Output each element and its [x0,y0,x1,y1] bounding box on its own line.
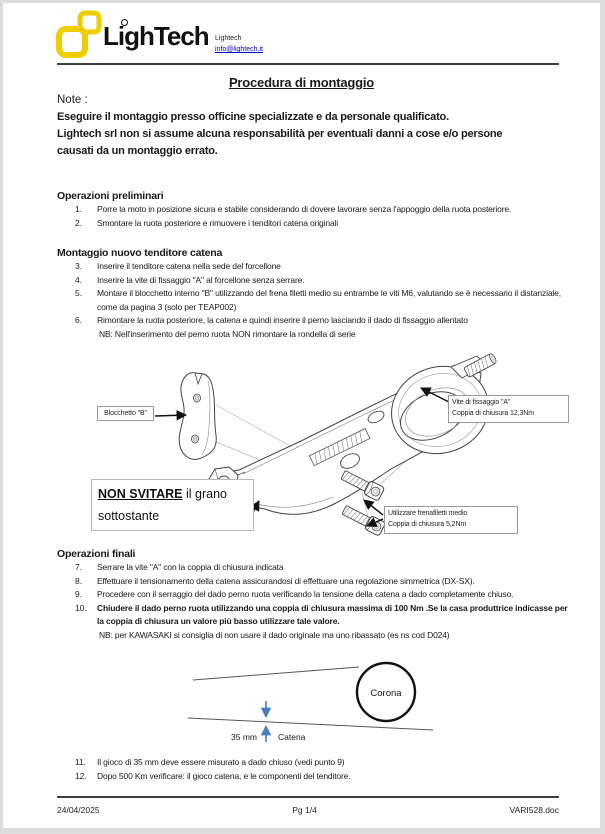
item-text: Porre la moto in posizione sicura e stabile considerando di dovere lavorare senza l'appoggio della ruota posteriore. [97,204,512,214]
list-item [57,588,573,602]
callout-vite-a [448,395,569,423]
chain-slack-diagram [3,651,605,763]
list-montaggio [57,260,573,341]
item-number: 1. [75,204,82,214]
item-note: NB: Nell'inserimento del perno ruota NON rimontare la rondella di serie [99,328,356,339]
note-label: Note : [57,94,88,106]
email-link[interactable]: info@lightech.it [215,46,263,53]
list-item [57,756,573,770]
block-b [179,373,216,460]
non-svitare-warning: NON SVITARE [98,487,183,501]
logo-wordmark: LighTech [103,21,209,51]
item-text: Smontare la ruota posteriore e rimuovere i tenditori catena originali [97,217,339,228]
list-item [57,314,573,328]
section-heading-preliminari: Operazioni preliminari [57,190,164,202]
item-number: 5. [75,288,82,298]
footer-doc-name: VARI528.doc [509,805,559,815]
item-number: 4. [75,274,82,285]
item-text: Inserire il tenditore catena nella sede del forcellone [97,261,281,271]
item-text: Procedere con il serraggio del dado perno ruota verificando la tensione della catena a dado completamente chiuso. [97,589,514,599]
item-number: 2. [75,217,82,228]
note-line: Lightech srl non si assume alcuna responsabilità per eventuali danni a cose e/o persone [57,128,503,140]
list-final-checks [57,756,573,783]
item-text: Serrare la vite "A" con la coppia di chiusura indicata [97,562,284,572]
item-text: Dopo 500 Km verificare: il gioco catena, e le componenti del tenditore. [97,770,351,781]
item-text: Chiudere il dado perno ruota utilizzando una coppia di chiusura massima di 100 Nm .Se la casa produttrice indicasse per la coppia di chiusura un valore più basso utilizzare tale valore. [97,602,568,626]
non-svitare-rest: il grano [182,487,227,501]
list-item [57,274,573,288]
list-item [57,287,573,314]
callout-frena-line2: Coppia di chiusura 5,2Nm [388,521,467,528]
m6-bolt-lower [341,503,386,536]
item-number: 8. [75,575,82,586]
header-rule [57,63,559,65]
item-number: 7. [75,562,82,572]
list-preliminari [57,203,573,230]
logo-i-ring-icon [121,19,128,26]
item-number: 6. [75,315,82,325]
non-svitare-line2: sottostante [98,509,160,523]
callout-blocchetto: Blocchetto "B" [97,406,154,421]
corona-label: Corona [370,688,402,699]
footer [57,805,559,815]
item-number: 11. [75,757,86,767]
item-text: Rimontare la ruota posteriore, la catena e quindi inserire il perno lasciando il dado di fissaggio allentato [97,315,468,325]
callout-vite-line2: Coppia di chiusura 12,3Nm [452,410,534,417]
list-item [57,602,573,629]
page-title: Procedura di montaggio [228,75,375,90]
list-finali [57,561,573,642]
list-item [57,575,573,589]
catena-label: Catena [278,732,306,742]
chain-slack-drawing [3,651,605,763]
section-heading-montaggio: Montaggio nuovo tenditore catena [57,247,223,259]
footer-rule [57,796,559,798]
item-text: Effettuare il tensionamento della catena assicurandosi di effettuare una regolazione simmetrica (DX-SX). [97,575,475,586]
footer-date: 24/04/2025 [57,805,100,815]
list-item [57,561,573,575]
chain-top-line [193,667,359,680]
note-line: causati da un montaggio errato. [57,145,218,157]
footer-page-number: Pg 1/4 [292,805,317,815]
callout-non-svitare [91,479,254,531]
section-heading-finali: Operazioni finali [57,548,136,560]
callout-frenafiletti [384,506,518,534]
lightech-logo [55,9,285,61]
company-name: Lightech [215,35,242,42]
callout-vite-line1: Vite di fissaggio "A" [452,399,511,406]
callout-frena-line1: Utilizzare frenafiletti medio [388,510,468,517]
list-item [57,770,573,784]
list-item [57,203,573,217]
lightech-logo-icon [55,9,103,61]
item-note: NB: per KAWASAKI si consiglia di non usare il dado originale ma uno ribassato (es ns cod D024) [99,629,450,640]
item-text: Inserire la vite di fissaggio "A" al forcellone senza serrare. [97,274,305,285]
item-text: Il gioco di 35 mm deve essere misurato a dado chiuso (vedi punto 9) [97,757,345,767]
item-number: 3. [75,261,82,271]
item-number: 12. [75,770,87,781]
item-text: Montare il blocchetto interno "B" utilizzando del frena filetti medio su entrambe le viti M6, valutando se è necessario il distanziale, come da pagina 3 (solo per TEAP002) [97,288,561,312]
item-number: 10. [75,602,87,613]
item-number: 9. [75,589,82,599]
list-item [57,260,573,274]
list-item [57,217,573,231]
tensioner-diagram [3,353,605,553]
note-line: Eseguire il montaggio presso officine specializzate e da personale qualificato. [57,111,449,123]
slack-distance-label: 35 mm [231,732,257,742]
